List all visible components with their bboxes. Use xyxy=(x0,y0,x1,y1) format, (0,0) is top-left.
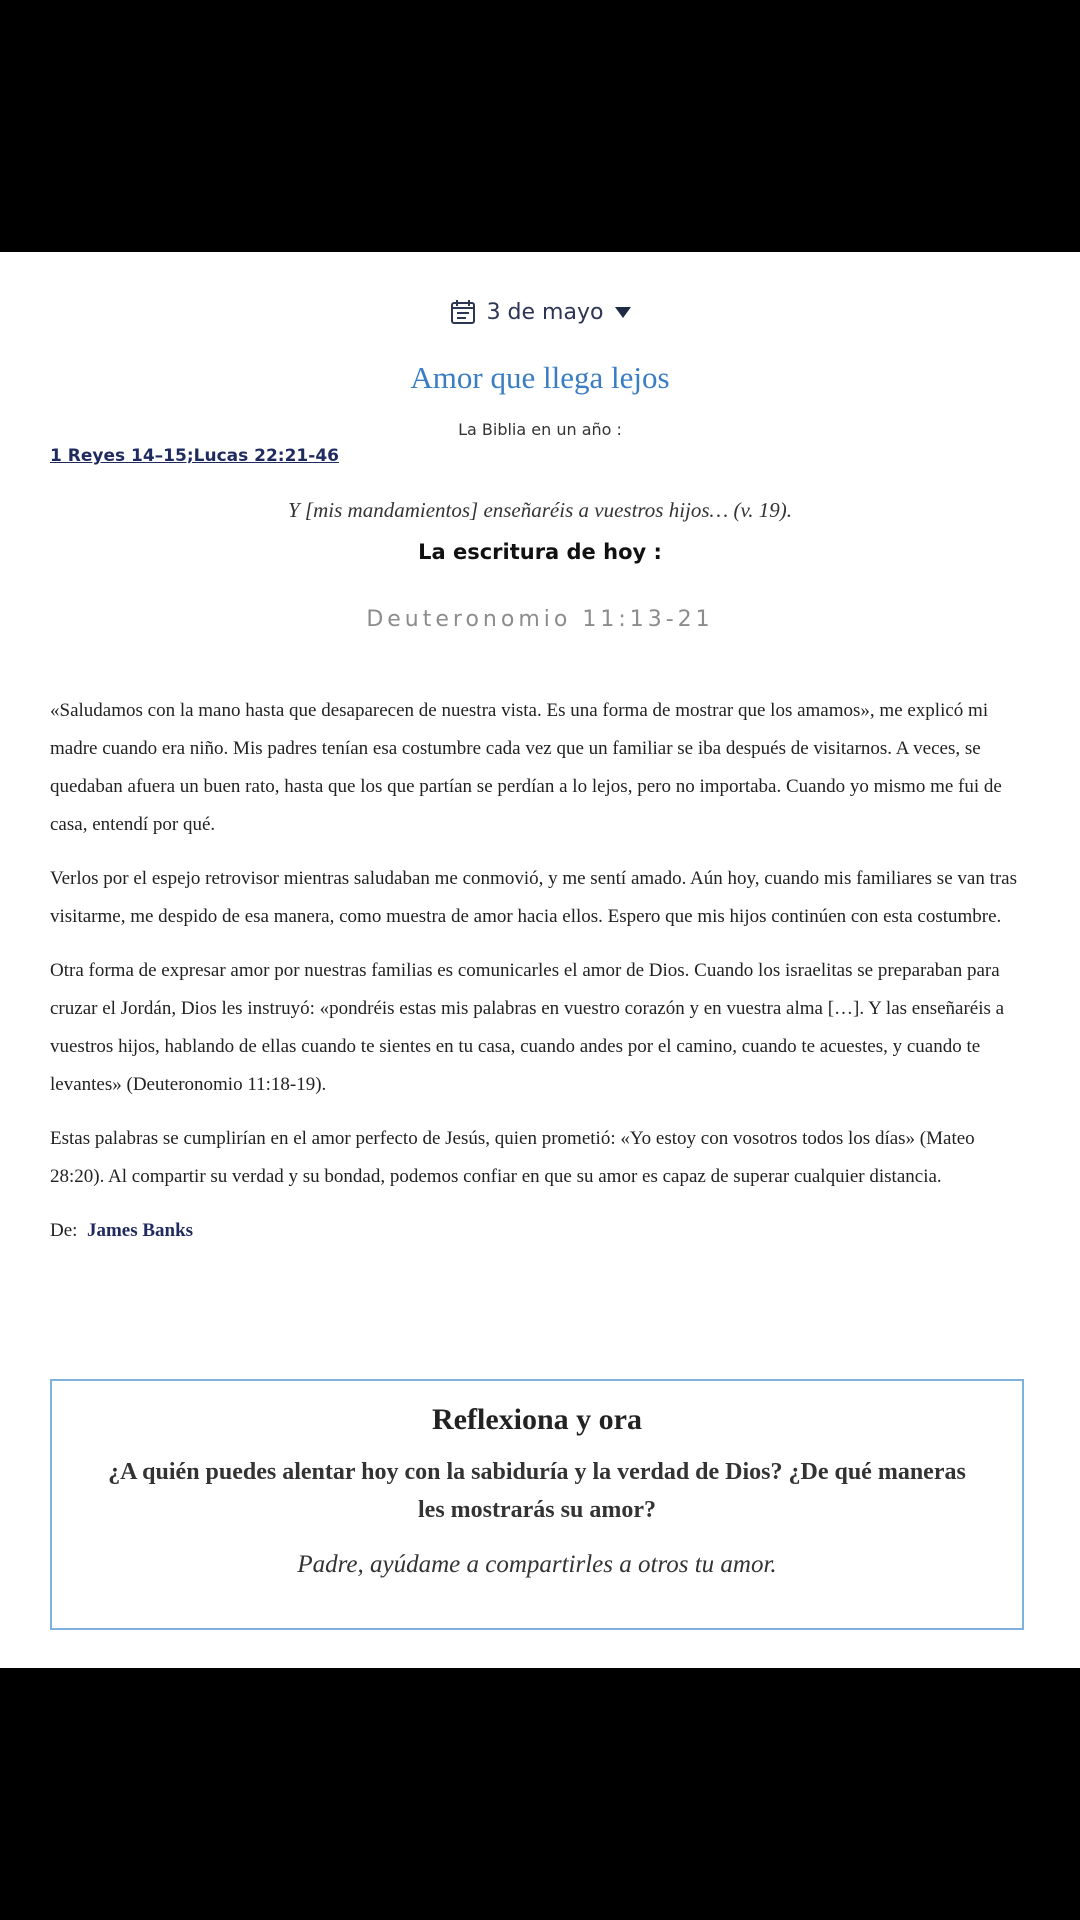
body-paragraph: Verlos por el espejo retrovisor mientras saludaban me conmovió, y me sentí amado. Aún hoy, cuando mis familiares se van tras visitarme, me despido de esa manera, como muestra de amor hacia ellos. Espero que mis hijos continúen con esta costumbre. xyxy=(50,868,1017,927)
reflection-title: Reflexiona y ora xyxy=(432,1403,642,1436)
body-paragraph: «Saludamos con la mano hasta que desaparecen de nuestra vista. Es una forma de mostrar que los amamos», me explicó mi madre cuando era niño. Mis padres tenían esa costumbre cada vez que un familiar se iba después de visitarnos. A veces, se quedaban afuera un buen rato, hasta que los que partían se perdían a lo lejos, pero no importaba. Cuando yo mismo me fui de casa, entendí por qué. xyxy=(50,700,1002,835)
author-name[interactable]: James Banks xyxy=(86,1220,194,1241)
key-verse: Y [mis mandamientos] enseñaréis a vuestros hijos… (v. 19). xyxy=(288,498,792,522)
body-paragraph: Otra forma de expresar amor por nuestras familias es comunicarles el amor de Dios. Cuando los israelitas se preparaban para cruzar el Jordán, Dios les instruyó: «pondréis estas mis palabras en vuestro corazón y en vuestra alma […]. Y las enseñaréis a vuestros hijos, hablando de ellas cuando te sientes en tu casa, cuando andes por el camino, cuando te acuestes, y cuando te levantes» (Deuteronomio 11:18-19). xyxy=(50,960,1005,1095)
reflection-question: ¿A quién puedes alentar hoy con la sabiduría y la verdad de Dios? ¿De qué maneras les mostrarás su amor? xyxy=(108,1459,966,1523)
body-paragraph: Estas palabras se cumplirían en el amor perfecto de Jesús, quien prometió: «Yo estoy con vosotros todos los días» (Mateo 28:20). Al compartir su verdad y su bondad, podemos confiar en que su amor es capaz de superar cualquier distancia. xyxy=(50,1128,975,1187)
date-label[interactable]: 3 de mayo xyxy=(486,299,604,325)
calendar-icon xyxy=(449,298,477,326)
devotional-body xyxy=(50,692,1030,1266)
reflection-box xyxy=(50,1379,1024,1630)
bible-in-a-year-label: La Biblia en un año : xyxy=(458,420,622,439)
devotional-page xyxy=(0,252,1080,1668)
page-title: Amor que llega lejos xyxy=(410,360,670,395)
reflection-prayer: Padre, ayúdame a compartirles a otros tu amor. xyxy=(297,1551,777,1578)
scripture-label: La escritura de hoy : xyxy=(418,540,662,564)
caret-down-icon[interactable] xyxy=(615,307,631,318)
scripture-reference[interactable]: Deuteronomio 11:13-21 xyxy=(366,607,714,632)
bible-readings-link[interactable]: 1 Reyes 14–15;Lucas 22:21-46 xyxy=(50,446,339,466)
author-line xyxy=(50,1212,1030,1250)
date-selector[interactable] xyxy=(0,298,1080,326)
author-prefix: De: xyxy=(50,1220,78,1241)
